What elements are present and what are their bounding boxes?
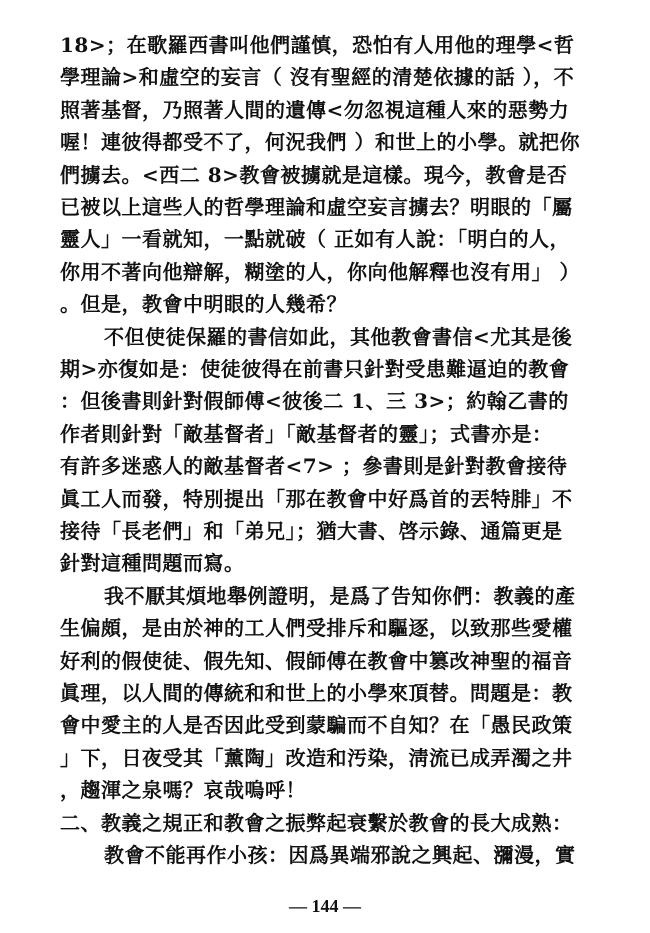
text-line: 期>亦復如是：使徒彼得在前書只針對受患難逼迫的教會	[60, 357, 570, 381]
text-line: 好利的假使徒、假先知、假師傅在教會中篡改神聖的福音	[60, 648, 573, 673]
text-line: 有許多迷惑人的敵基督者<7> ；參書則是針對教會接待	[60, 454, 568, 479]
page-number: — 144 —	[289, 896, 361, 916]
text-line: 們擄去。<西二 8>教會被擄就是這樣。現今，教會是否	[60, 162, 568, 187]
text-line: 喔！連彼得都受不了，何況我們 ）和世上的小學。就把你	[60, 130, 580, 155]
paragraph-first-line: 教會不能再作小孩：因爲異端邪說之興起、瀰漫，實	[104, 843, 576, 867]
paragraph-first-line: 不但使徒保羅的書信如此，其他教會書信<尤其是後	[104, 324, 573, 349]
text-line: 你用不著向他辯解，糊塗的人，你向他解釋也沒有用」 ）	[60, 259, 580, 284]
text-line: 18>；在歌羅西書叫他們謹慎，恐怕有人用他的理學<哲	[60, 33, 575, 57]
text-line: 靈人」一看就知，一點就破（ 正如有人說：「明白的人，	[60, 227, 570, 252]
text-line: ：但後書則針對假師傅<彼後二 1、三 3>；約翰乙書的	[60, 389, 569, 414]
text-line: 。但是，教會中明眼的人幾希？	[60, 292, 347, 317]
text-line: 作者則針對「敵基督者」「敵基督者的靈」；式書亦是：	[60, 421, 553, 446]
text-line: 接待「長老們」和「弟兄」；猶大書、啓示錄、通篇更是	[60, 519, 563, 543]
text-line: 已被以上這些人的哲學理論和虛空妄言擄去？明眼的「屬	[60, 195, 573, 219]
text-line: 學理論>和虛空的妄言（ 沒有聖經的清楚依據的話 ），不	[60, 65, 575, 90]
text-line: ，趨渾之泉嗎？哀哉嗚呼！	[60, 778, 306, 803]
paragraph-first-line: 我不厭其煩地舉例證明，是爲了告知你們：教義的產	[104, 583, 576, 608]
text-line: 眞理，以人間的傳統和和世上的小學來頂替。問題是：教	[60, 681, 573, 705]
section-heading: 二、教義之規正和教會之振弊起衰繫於教會的長大成熟：	[60, 810, 573, 835]
text-line: 照著基督，乃照著人間的遺傳<勿忽視這種人來的惡勢力	[60, 97, 570, 122]
text-line: 生偏頗，是由於神的工人們受排斥和驅逐，以致那些愛權	[60, 616, 573, 641]
text-line: 會中愛主的人是否因此受到蒙騙而不自知？在「愚民政策	[60, 713, 573, 738]
text-line: 眞工人而發，特別提出「那在教會中好爲首的丟特腓」不	[60, 486, 573, 511]
text-line: 」下，日夜受其「薰陶」改造和汚染，淸流已成弄濁之井	[60, 745, 573, 770]
text-line: 針對這種問題而寫。	[60, 551, 245, 576]
